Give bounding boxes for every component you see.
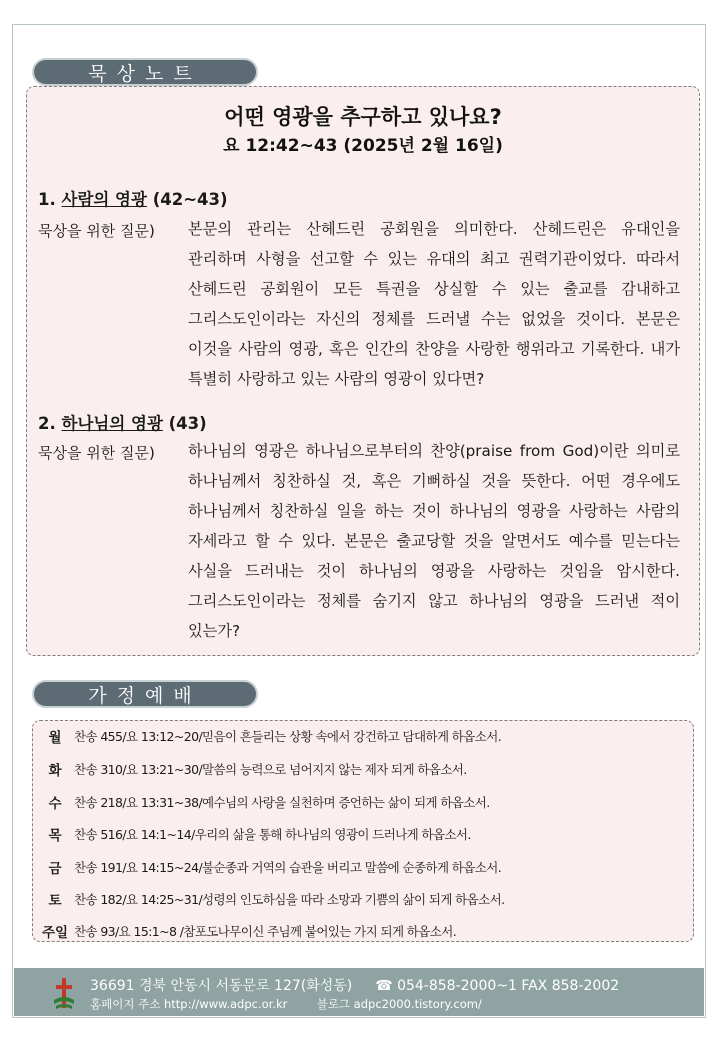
- worship-row-mon: [36, 724, 501, 748]
- day-label: 화: [48, 763, 62, 779]
- footer-address: 36691 경북 안동시 서동문로 127(화성동): [90, 978, 353, 994]
- day-label: 금: [48, 861, 62, 877]
- worship-text: 찬송 516/요 14:1~14/우리의 삶을 통해 하나님의 영광이 드러나게 하옵소서.: [74, 827, 471, 842]
- worship-text: 찬송 182/요 14:25~31/성령의 인도하심을 따라 소망과 기쁨의 삶이 되게 하옵소서.: [74, 892, 505, 907]
- worship-text: 찬송 455/요 13:12~20/믿음이 흔들리는 상황 속에서 강건하고 담대하게 하옵소서.: [74, 729, 502, 744]
- day-label: 토: [48, 893, 62, 909]
- point-2-question-label: 묵상을 위한 질문): [38, 444, 155, 462]
- worship-row-sun: [36, 919, 456, 943]
- church-cross-logo-icon: [52, 976, 76, 1010]
- worship-row-sat: [36, 887, 504, 911]
- family-worship-section-label: 가정예배: [32, 680, 258, 708]
- worship-row-thu: [36, 822, 471, 846]
- footer-bar: [14, 968, 704, 1016]
- point-1-question-body: 본문의 관리는 산헤드린 공회원을 의미한다. 산헤드린은 유대인을 관리하며 사형을 선고할 수 있는 유대의 최고 권력기관이었다. 따라서 산헤드린 공회원이 모든 특권을 상실할 수 있는 출교를 감내하고 그리스도인이라는 자신의 정체를 드러낼 수는 없었을 것이다. 본문은 이것을 사람의 영광, 혹은 인간의 찬양을 사랑한 행위라고 기록한다. 내가 특별히 사랑하고 있는 사람의 영광이 있다면?: [188, 220, 680, 388]
- worship-text: 찬송 310/요 13:21~30/말씀의 능력으로 넘어지지 않는 제자 되게 하옵소서.: [74, 762, 467, 777]
- worship-text: 찬송 218/요 13:31~38/예수님의 사랑을 실천하며 증언하는 삶이 되게 하옵소서.: [74, 795, 490, 810]
- footer-blog-link[interactable]: 블로그 adpc2000.tistory.com/: [316, 997, 482, 1011]
- point-2-number: 2.: [38, 414, 56, 433]
- point-2-heading: [38, 410, 207, 434]
- meditation-section-label: 묵상노트: [32, 58, 258, 86]
- footer-web-line: [90, 996, 482, 1012]
- point-2-question-body: 하나님의 영광은 하나님으로부터의 찬양(praise from God)이란 의미로 하나님께서 칭찬하실 것, 혹은 기뻐하실 것을 뜻한다. 어떤 경우에도 하나님께서 칭찬하실 일을 하는 것이 하나님의 영광을 사랑하는 사람의 자세라고 할 수 있다. 본문은 출교당할 것을 알면서도 예수를 믿는다는 사실을 드러내는 것이 하나님의 영광을 사랑하는 것임을 암시한다. 그리스도인이라는 정체를 숨기지 않고 하나님의 영광을 드러낸 적이 있는가?: [188, 442, 680, 640]
- page-title: 어떤 영광을 추구하고 있나요?: [224, 105, 502, 129]
- point-2-title: 하나님의 영광: [61, 414, 163, 433]
- point-1-title: 사람의 영광: [61, 190, 147, 209]
- worship-text: 찬송 93/요 15:1~8 /참포도나무이신 주님께 붙어있는 가지 되게 하옵소서.: [74, 924, 457, 939]
- day-label: 수: [48, 796, 62, 812]
- worship-row-wed: [36, 790, 490, 814]
- worship-row-tue: [36, 757, 467, 781]
- worship-row-fri: [36, 855, 501, 879]
- point-1-question-label: 묵상을 위한 질문): [38, 222, 155, 240]
- footer-phone: ☎ 054-858-2000~1 FAX 858-2002: [375, 978, 620, 994]
- day-label: 목: [48, 828, 62, 844]
- worship-text: 찬송 191/요 14:15~24/불순종과 거역의 습관을 버리고 말씀에 순종하게 하옵소서.: [74, 860, 502, 875]
- footer-homepage-link[interactable]: 홈페이지 주소 http://www.adpc.or.kr: [90, 997, 288, 1011]
- day-label: 주일: [41, 925, 69, 941]
- footer-contact-line: [90, 975, 619, 995]
- scripture-reference: 요 12:42~43 (2025년 2월 16일): [223, 136, 503, 156]
- day-label: 월: [48, 730, 62, 746]
- point-1-heading: [38, 186, 228, 210]
- point-1-number: 1.: [38, 190, 56, 209]
- point-2-verses: (43): [168, 414, 207, 433]
- point-1-verses: (42~43): [152, 190, 228, 209]
